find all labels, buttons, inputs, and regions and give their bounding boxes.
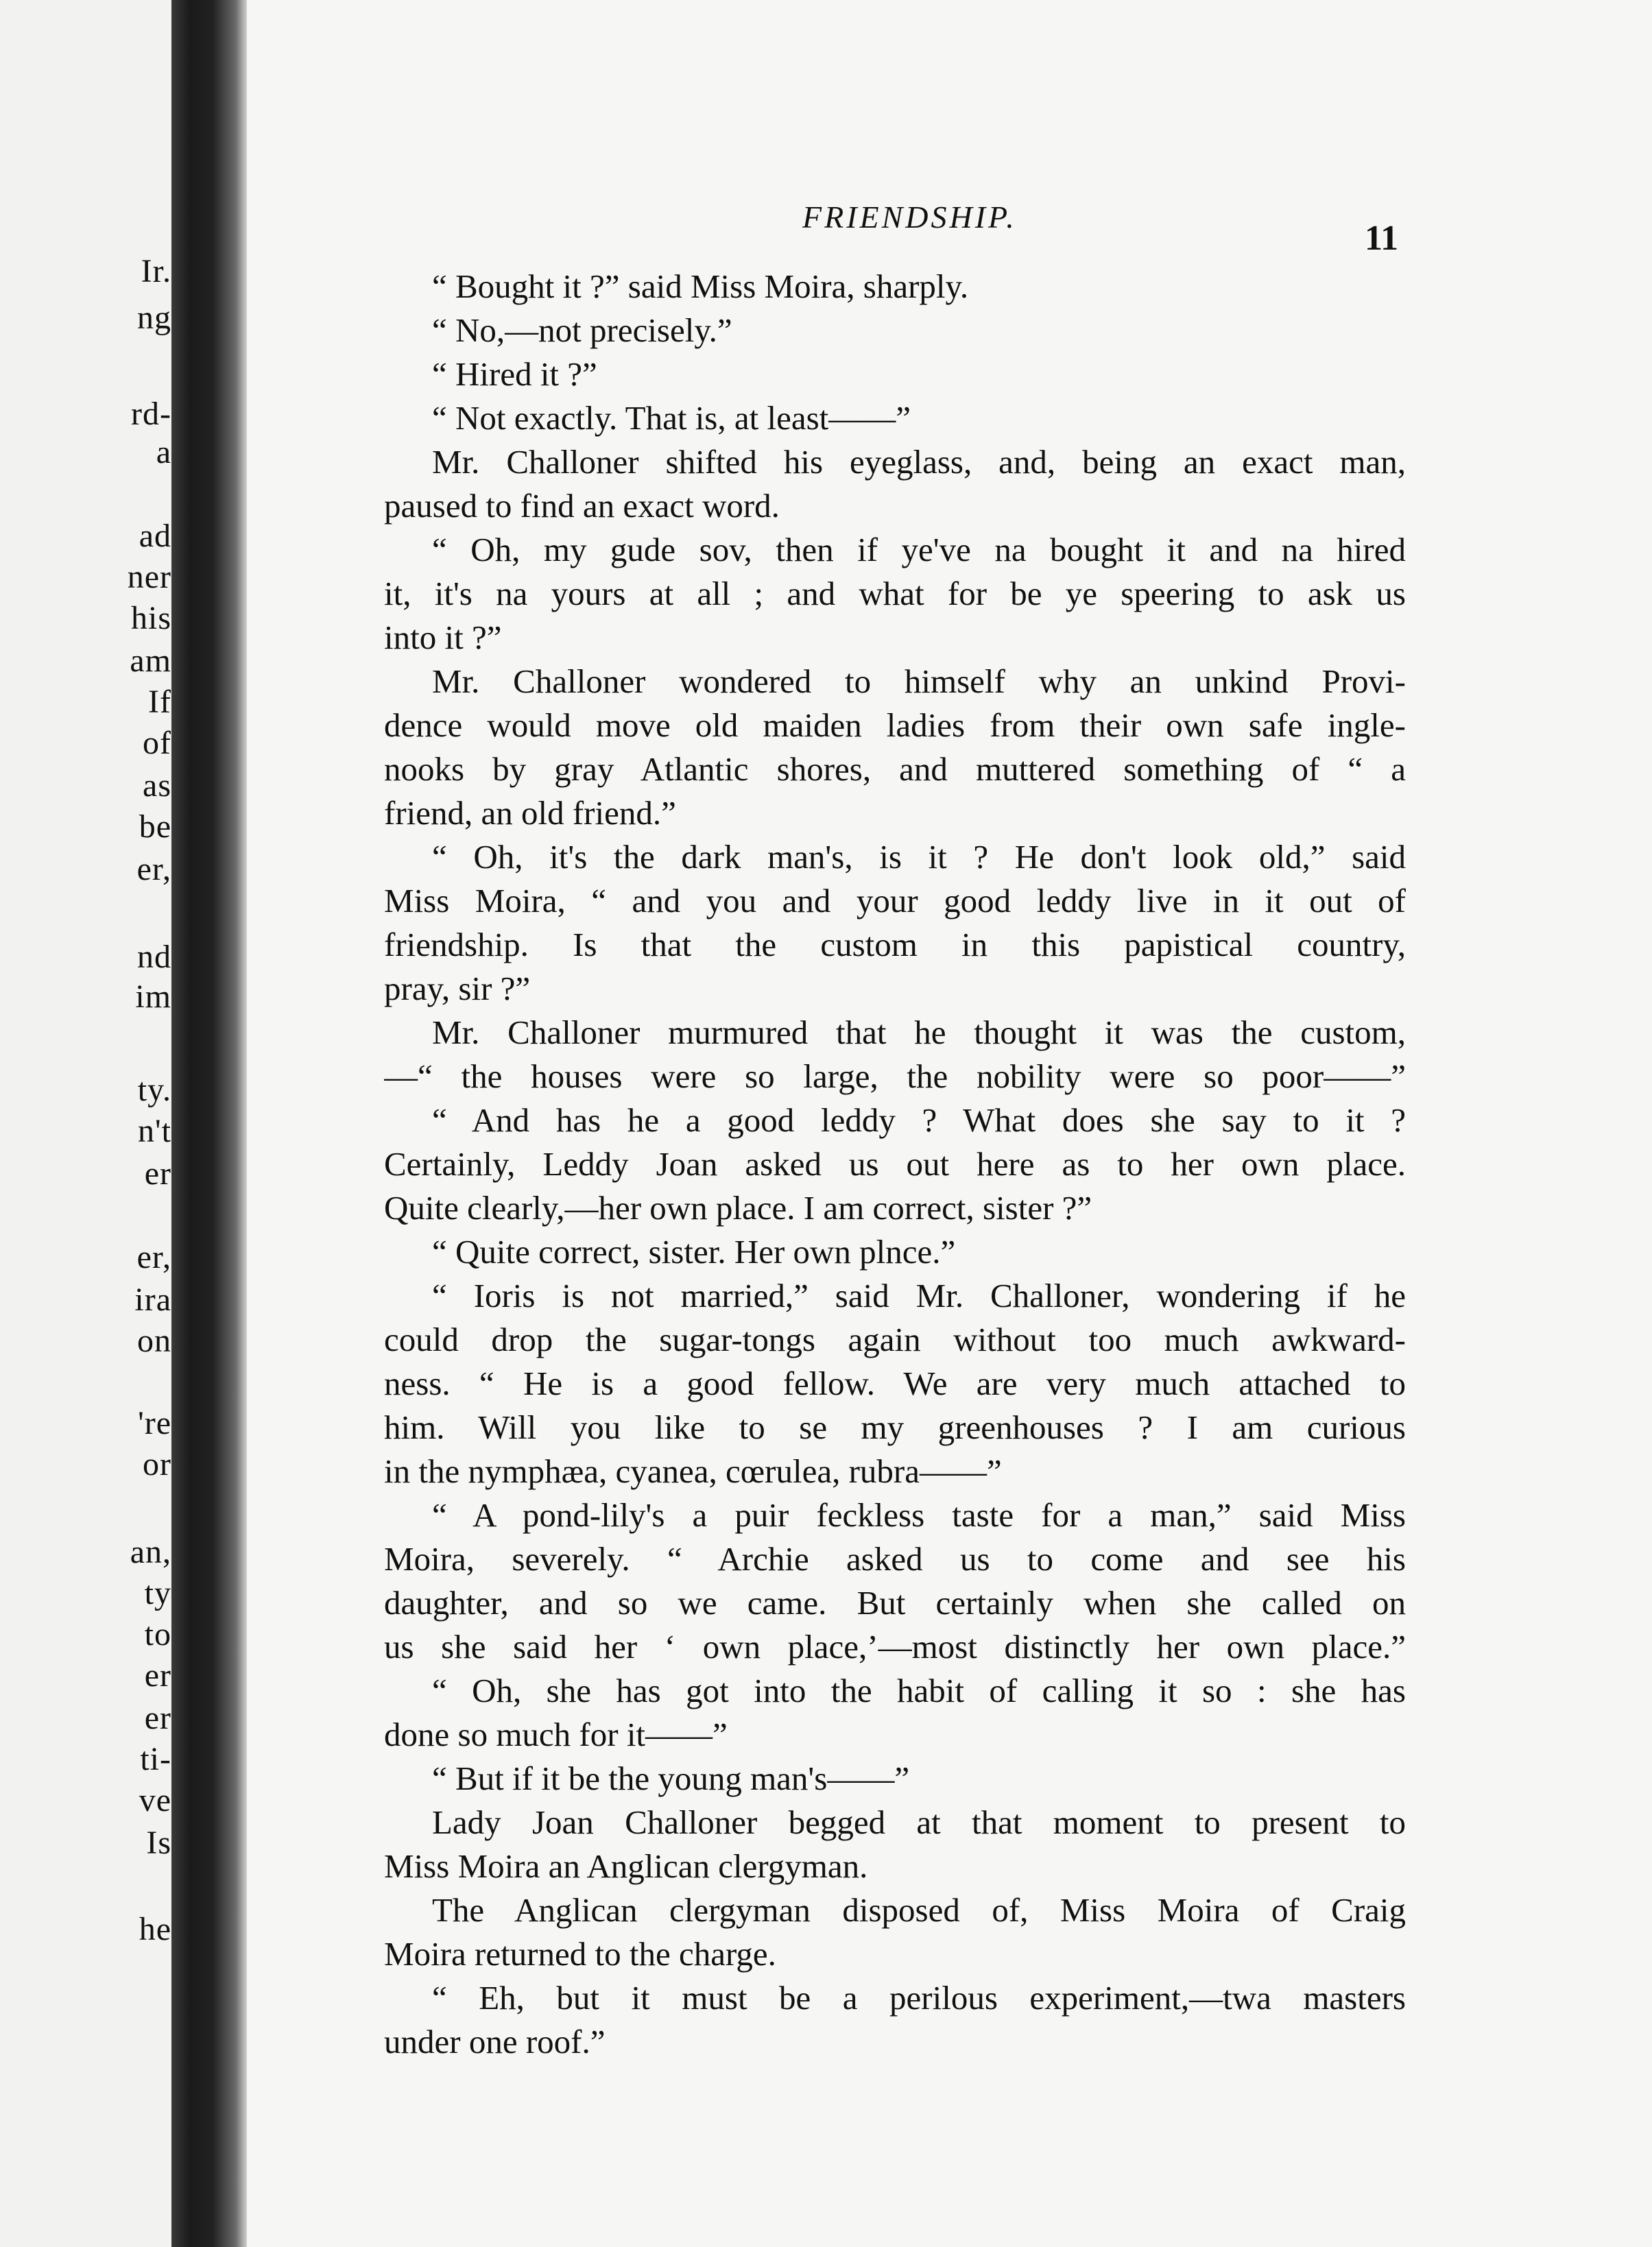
page-number: 11 [1365, 219, 1399, 258]
text-line: it, it's na yours at all ; and what for be ye speering to ask us [384, 575, 1406, 612]
facing-page-fragment: If [148, 684, 171, 720]
text-line: friendship. Is that the custom in this papistical country, [384, 926, 1406, 963]
text-line: Mr. Challoner wondered to himself why an unkind Provi- [432, 662, 1406, 700]
text-line: “ Oh, she has got into the habit of calling it so : she has [432, 1672, 1406, 1709]
facing-page-fragment: er, [136, 1239, 171, 1275]
text-line: “ No,—not precisely.” [432, 311, 732, 349]
facing-page-fragment: im [135, 978, 171, 1015]
text-line: “ Oh, my gude sov, then if ye've na bought it and na hired [432, 531, 1406, 568]
text-line: pray, sir ?” [384, 970, 531, 1007]
facing-page-fragment: his [130, 600, 171, 636]
facing-page-fragment: nd [137, 939, 171, 975]
page-text-block [384, 265, 1406, 2064]
facing-page-fragment: ner [127, 559, 171, 595]
facing-page-fragment: he [139, 1911, 171, 1947]
text-line: Mr. Challoner murmured that he thought it was the custom, [432, 1013, 1406, 1051]
text-line: us she said her ‘ own place,’—most distinctly her own place.” [384, 1628, 1406, 1666]
text-line: Lady Joan Challoner begged at that moment to present to [432, 1803, 1406, 1841]
facing-page-fragment: or [143, 1446, 171, 1482]
text-line: —“ the houses were so large, the nobility were so poor——” [384, 1057, 1406, 1095]
facing-page-fragment: ty. [137, 1072, 171, 1108]
text-line: “ Eh, but it must be a perilous experiment,—twa masters [432, 1979, 1406, 2017]
text-line: in the nymphæa, cyanea, cœrulea, rubra——” [384, 1452, 1002, 1490]
text-line: paused to find an exact word. [384, 487, 780, 525]
text-line: Quite clearly,—her own place. I am correct, sister ?” [384, 1189, 1092, 1227]
facing-page-fragment: er [144, 1657, 171, 1694]
text-line: could drop the sugar-tongs again without too much awkward- [384, 1321, 1406, 1358]
text-line: under one roof.” [384, 2023, 606, 2060]
text-line: “ Oh, it's the dark man's, is it ? He don't look old,” said [432, 838, 1406, 876]
facing-page-fragment: ti- [140, 1741, 171, 1777]
facing-page-fragment: a [156, 434, 171, 470]
facing-page-fragment: an, [130, 1534, 171, 1570]
facing-page-fragment: am [130, 642, 171, 679]
facing-page-fragment: Ir. [141, 253, 171, 289]
text-line: “ Ioris is not married,” said Mr. Challoner, wondering if he [432, 1277, 1406, 1314]
text-line: dence would move old maiden ladies from their own safe ingle- [384, 706, 1406, 744]
text-line: Moira returned to the charge. [384, 1935, 776, 1973]
text-line: “ Hired it ?” [432, 355, 597, 393]
text-line: “ But if it be the young man's——” [432, 1759, 910, 1797]
facing-page-fragment: er, [136, 851, 171, 887]
text-line: “ And has he a good leddy ? What does she say to it ? [432, 1101, 1406, 1139]
facing-page-fragment: rd- [131, 396, 171, 432]
text-line: Moira, severely. “ Archie asked us to come and see his [384, 1540, 1406, 1578]
text-line: Mr. Challoner shifted his eyeglass, and, being an exact man, [432, 443, 1406, 481]
text-line: Miss Moira, “ and you and your good leddy live in it out of [384, 882, 1406, 920]
facing-page-fragment: ira [134, 1282, 171, 1318]
facing-page-edge [0, 0, 171, 2247]
book-gutter [171, 0, 247, 2247]
text-line: The Anglican clergyman disposed of, Miss Moira of Craig [432, 1891, 1406, 1929]
facing-page-text-fragments [0, 0, 171, 2247]
text-line: Miss Moira an Anglican clergyman. [384, 1847, 868, 1885]
text-line: ness. “ He is a good fellow. We are very much attached to [384, 1365, 1406, 1402]
facing-page-fragment: Is [146, 1825, 171, 1861]
text-line: Certainly, Leddy Joan asked us out here as to her own place. [384, 1145, 1406, 1183]
text-line: nooks by gray Atlantic shores, and muttered something of “ a [384, 750, 1406, 788]
text-line: daughter, and so we came. But certainly when she called on [384, 1584, 1406, 1622]
facing-page-fragment: to [144, 1616, 171, 1653]
facing-page-fragment: be [139, 808, 171, 845]
facing-page-fragment: of [143, 725, 171, 761]
facing-page-fragment: ad [139, 518, 171, 554]
facing-page-fragment: on [137, 1323, 171, 1359]
text-line: “ Bought it ?” said Miss Moira, sharply. [432, 267, 969, 305]
text-line: friend, an old friend.” [384, 794, 676, 832]
text-line: “ Not exactly. That is, at least——” [432, 399, 911, 437]
facing-page-fragment: ng [137, 300, 171, 336]
facing-page-fragment: ty [144, 1575, 171, 1611]
facing-page-fragment: er [144, 1700, 171, 1736]
facing-page-fragment: ve [139, 1782, 171, 1818]
text-line: him. Will you like to se my greenhouses ? I am curious [384, 1408, 1406, 1446]
text-line: into it ?” [384, 618, 502, 656]
text-line: “ A pond-lily's a puir feckless taste for a man,” said Miss [432, 1496, 1406, 1534]
running-title: FRIENDSHIP. [802, 200, 1017, 235]
facing-page-fragment: n't [138, 1113, 171, 1149]
text-line: “ Quite correct, sister. Her own plnce.” [432, 1233, 956, 1271]
facing-page-fragment: 're [138, 1405, 171, 1441]
facing-page-fragment: er [144, 1155, 171, 1192]
facing-page-fragment: as [143, 767, 171, 804]
text-line: done so much for it——” [384, 1716, 728, 1753]
